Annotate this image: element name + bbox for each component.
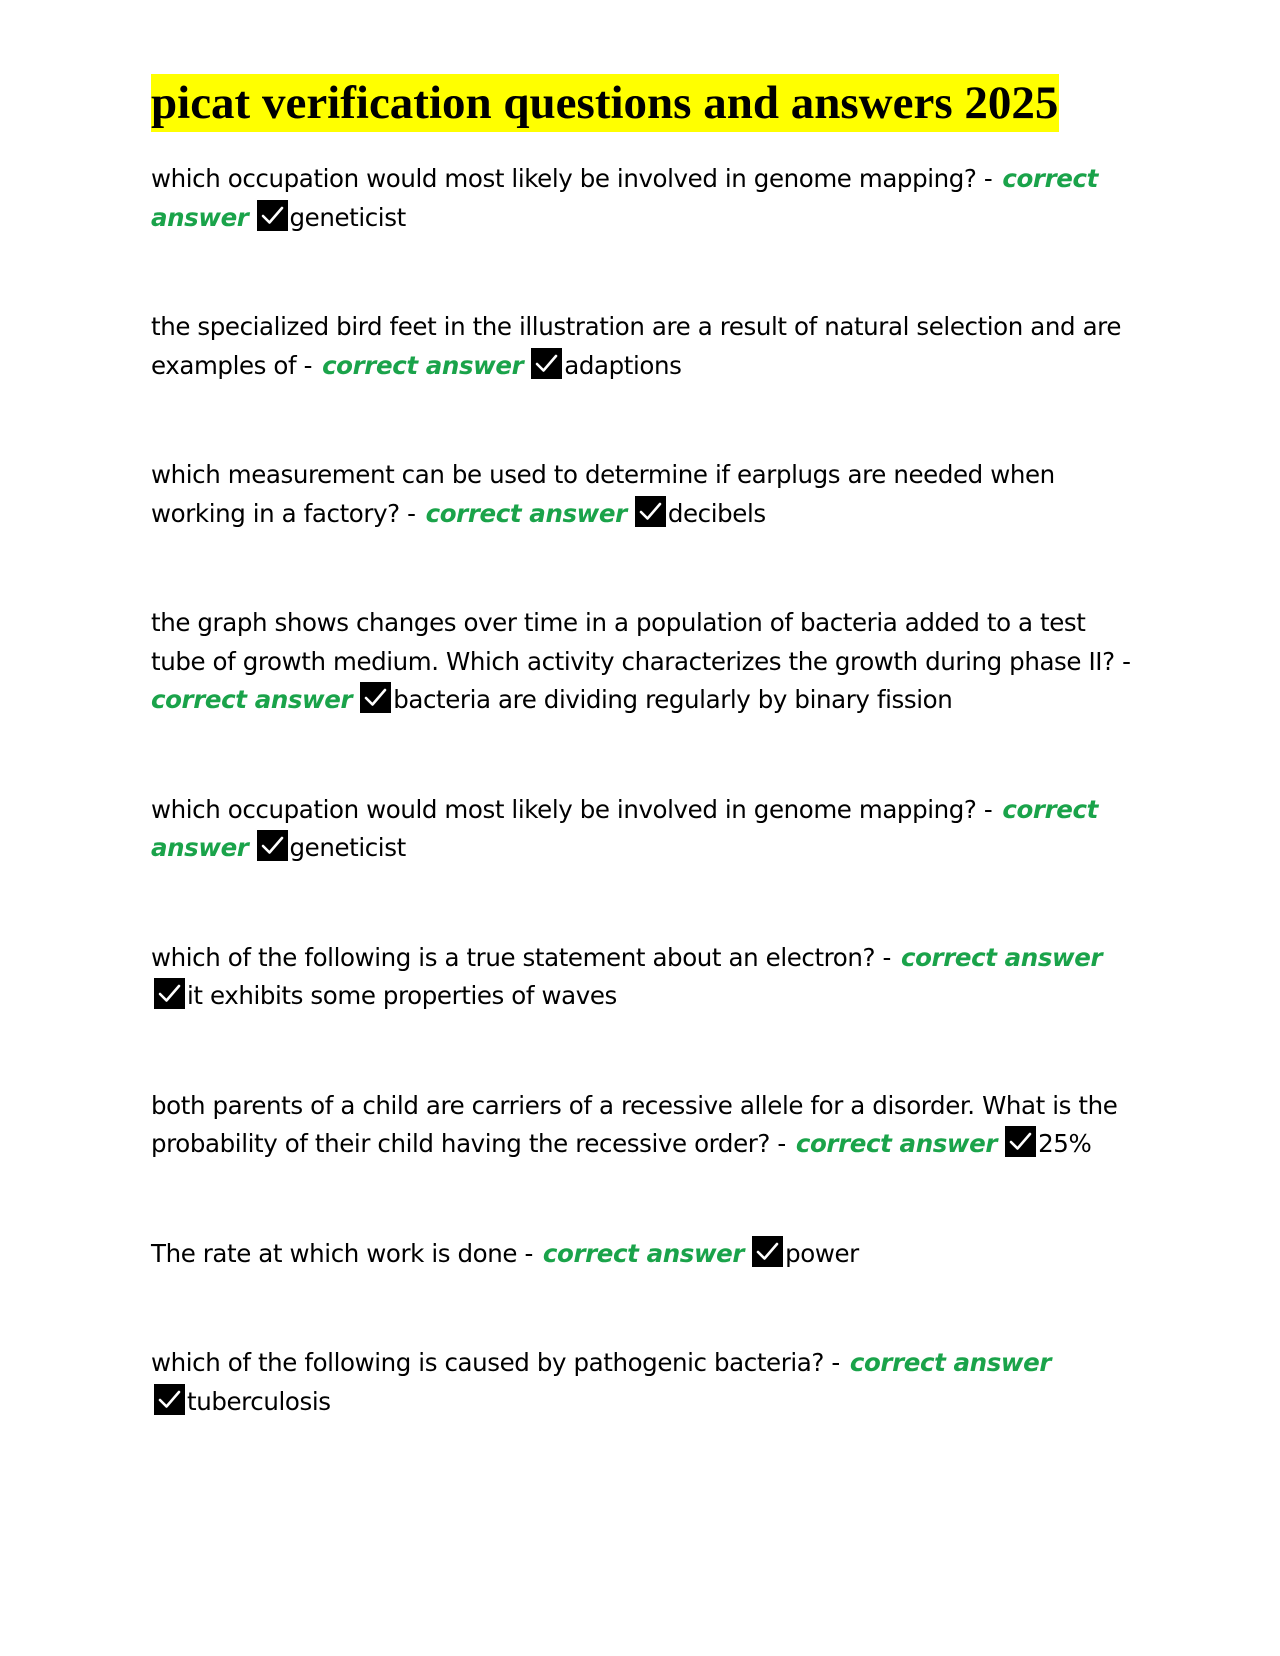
correct-answer-label: correct answer — [322, 350, 524, 380]
question-text: both parents of a child are carriers of a recessive allele for a disorder. What is the probability of their child having the recessive order? - — [151, 1090, 1118, 1158]
answer-text: decibels — [667, 498, 766, 528]
correct-answer-label: correct answer — [900, 942, 1103, 972]
qa-item-3 — [151, 456, 1141, 533]
checkmark-icon — [257, 830, 288, 861]
correct-answer-label: correct answer — [849, 1348, 1052, 1377]
checkmark-icon — [154, 1384, 185, 1415]
checkmark-icon — [1005, 1126, 1036, 1157]
answer-text: power — [785, 1238, 859, 1268]
qa-item-2 — [151, 308, 1141, 385]
checkmark-icon — [635, 496, 666, 527]
answer-text: 25% — [1038, 1129, 1092, 1158]
document-title: picat verification questions and answers 2025 — [151, 74, 1059, 132]
qa-item-8 — [151, 1235, 1141, 1274]
question-text: which occupation would most likely be involved in genome mapping? - — [151, 794, 993, 824]
checkmark-icon — [154, 978, 185, 1009]
qa-item-9 — [151, 1344, 1141, 1421]
document-page — [151, 74, 1141, 1492]
checkmark-icon — [360, 682, 391, 713]
answer-text: tuberculosis — [187, 1386, 331, 1416]
qa-item-4 — [151, 604, 1141, 720]
question-text: which of the following is caused by pathogenic bacteria? - — [151, 1348, 840, 1377]
correct-answer-label: correct answer — [795, 1129, 998, 1158]
correct-answer-label: correct answer — [425, 498, 627, 528]
qa-item-6 — [151, 939, 1141, 1016]
correct-answer-label: correct answer — [151, 164, 1098, 232]
qa-item-7 — [151, 1087, 1141, 1164]
answer-text: adaptions — [564, 350, 682, 380]
question-text: The rate at which work is done - — [151, 1238, 533, 1268]
question-text: the graph shows changes over time in a population of bacteria added to a test tube of growth medium. Which activity characterizes the growth during phase II? - — [151, 608, 1131, 676]
answer-text: it exhibits some properties of waves — [187, 981, 617, 1010]
correct-answer-label: correct answer — [151, 794, 1098, 862]
answer-text: bacteria are dividing regularly by binary fission — [393, 685, 953, 714]
checkmark-icon — [752, 1236, 783, 1267]
question-text: which of the following is a true statement about an electron? - — [151, 942, 891, 972]
question-text: which occupation would most likely be involved in genome mapping? - — [151, 164, 993, 193]
qa-item-1 — [151, 160, 1141, 237]
checkmark-icon — [257, 200, 288, 231]
correct-answer-label: correct answer — [151, 685, 353, 714]
checkmark-icon — [531, 348, 562, 379]
correct-answer-label: correct answer — [542, 1238, 745, 1268]
qa-item-5 — [151, 791, 1141, 868]
question-text: the specialized bird feet in the illustration are a result of natural selection and are examples of - — [151, 312, 1121, 380]
answer-text: geneticist — [289, 833, 406, 862]
question-text: which measurement can be used to determine if earplugs are needed when working in a factory? - — [151, 460, 1055, 528]
answer-text: geneticist — [289, 202, 406, 232]
qa-list — [151, 160, 1141, 1421]
